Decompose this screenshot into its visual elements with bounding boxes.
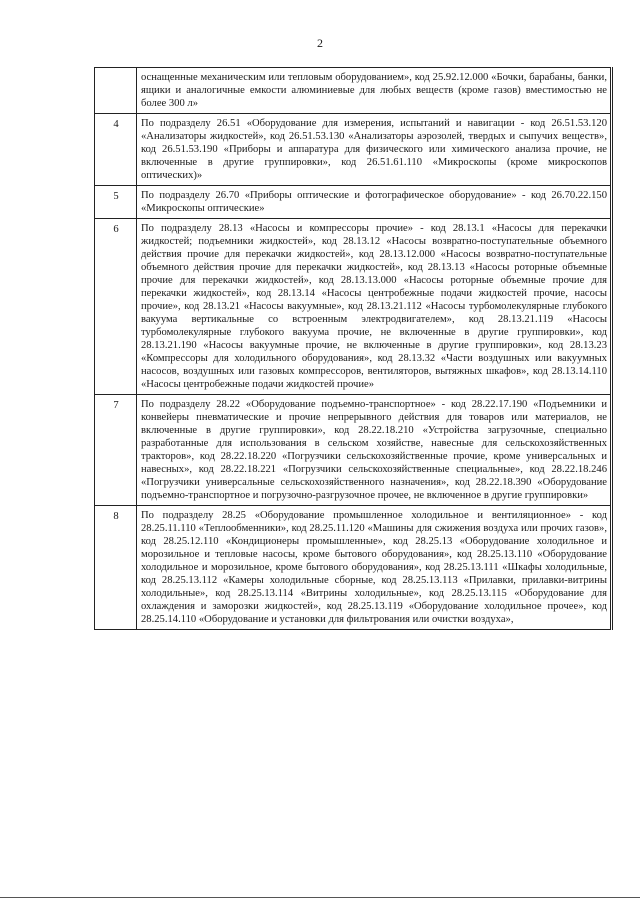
table-row: [95, 506, 612, 630]
page-bottom-divider: [0, 897, 640, 898]
table-row: [95, 186, 612, 219]
row-text: По подразделу 28.22 «Оборудование подъемно-транспортное» - код 28.22.17.190 «Подъемники и конвейеры пневматические и прочие непрерывного действия для товаров или материалов, не включенные в другие группировки», код 28.22.18.210 «Устройства загрузочные, специально разработанные для использования в сельском хозяйстве, навесные для сельскохозяйственных тракторов», код 28.22.18.220 «Погрузчики сельскохозяйственные прочие, кроме универсальных и навесных», код 28.22.18.221 «Погрузчики сельскохозяйственные специальные», код 28.22.18.246 «Погрузчики универсальные сельскохозяйственного назначения», код 28.22.18.390 «Оборудование подъемно-транспортное и погрузочно-разгрузочное прочее, не включенное в другие группировки»: [137, 395, 612, 506]
table-row: [95, 68, 612, 114]
classification-table: [94, 67, 613, 630]
row-text: оснащенные механическим или тепловым оборудованием», код 25.92.12.000 «Бочки, барабаны, банки, ящики и аналогичные емкости алюминиевые для любых веществ (кроме газов) вместимостью не более 300 л»: [137, 68, 612, 114]
row-number: 8: [95, 506, 137, 630]
row-number: 4: [95, 114, 137, 186]
row-text: По подразделу 28.25 «Оборудование промышленное холодильное и вентиляционное» - код 28.25.11.110 «Теплообменники», код 28.25.11.120 «Машины для сжижения воздуха или прочих газов», код 28.25.12.110 «Кондиционеры промышленные», код 28.25.13 «Оборудование холодильное и морозильное и тепловые насосы, кроме бытового оборудования», код 28.25.13.110 «Оборудование холодильное и морозильное, кроме бытового оборудования», код 28.25.13.111 «Шкафы холодильные, код 28.25.13.112 «Камеры холодильные сборные, код 28.25.13.113 «Прилавки, прилавки-витрины холодильные», код 28.25.13.114 «Витрины холодильные», код 28.25.13.115 «Оборудование для охлаждения и заморозки жидкостей», код 28.25.13.119 «Оборудование холодильное прочее», код 28.25.14.110 «Оборудование и установки для фильтрования или очистки воздуха»,: [137, 506, 612, 630]
row-text: По подразделу 26.70 «Приборы оптические и фотографическое оборудование» - код 26.70.22.150 «Микроскопы оптические»: [137, 186, 612, 219]
row-number: [95, 68, 137, 114]
row-number: 6: [95, 219, 137, 395]
row-number: 5: [95, 186, 137, 219]
table-row: [95, 114, 612, 186]
table-row: [95, 395, 612, 506]
table-row: [95, 219, 612, 395]
row-text: По подразделу 28.13 «Насосы и компрессоры прочие» - код 28.13.1 «Насосы для перекачки жидкостей; подъемники жидкостей», код 28.13.12 «Насосы возвратно-поступательные объемного действия прочие для перекачки жидкостей», код 28.13.12.000 «Насосы возвратно-поступательные объемного действия прочие для перекачки жидкостей», код 28.13.13 «Насосы роторные объемные прочие для перекачки жидкостей», код 28.13.13.000 «Насосы роторные объемные прочие для перекачки жидкостей», код 28.13.14 «Насосы центробежные подачи жидкостей прочие, насосы прочие», код 28.13.21 «Насосы вакуумные», код 28.13.21.112 «Насосы турбомолекулярные глубокого вакуума вертикальные со встроенным электродвигателем», код 28.13.21.119 «Насосы турбомолекулярные глубокого вакуума прочие, не включенные в другие группировки», код 28.13.21.190 «Насосы вакуумные прочие, не включенные в другие группировки», код 28.13.23 «Компрессоры для холодильного оборудования», код 28.13.32 «Части воздушных или вакуумных насосов, воздушных или газовых компрессоров, вентиляторов, вытяжных шкафов», код 28.13.14.110 «Насосы центробежные подачи жидкостей прочие»: [137, 219, 612, 395]
page-number: 2: [317, 36, 323, 50]
row-text: По подразделу 26.51 «Оборудование для измерения, испытаний и навигации - код 26.51.53.120 «Анализаторы жидкостей», код 26.51.53.130 «Анализаторы аэрозолей, твердых и сыпучих веществ», код 26.51.53.190 «Приборы и аппаратура для физического или химического анализа прочие, не включенные в другие группировки», код 26.51.61.110 «Микроскопы (кроме микроскопов оптических)»: [137, 114, 612, 186]
row-number: 7: [95, 395, 137, 506]
